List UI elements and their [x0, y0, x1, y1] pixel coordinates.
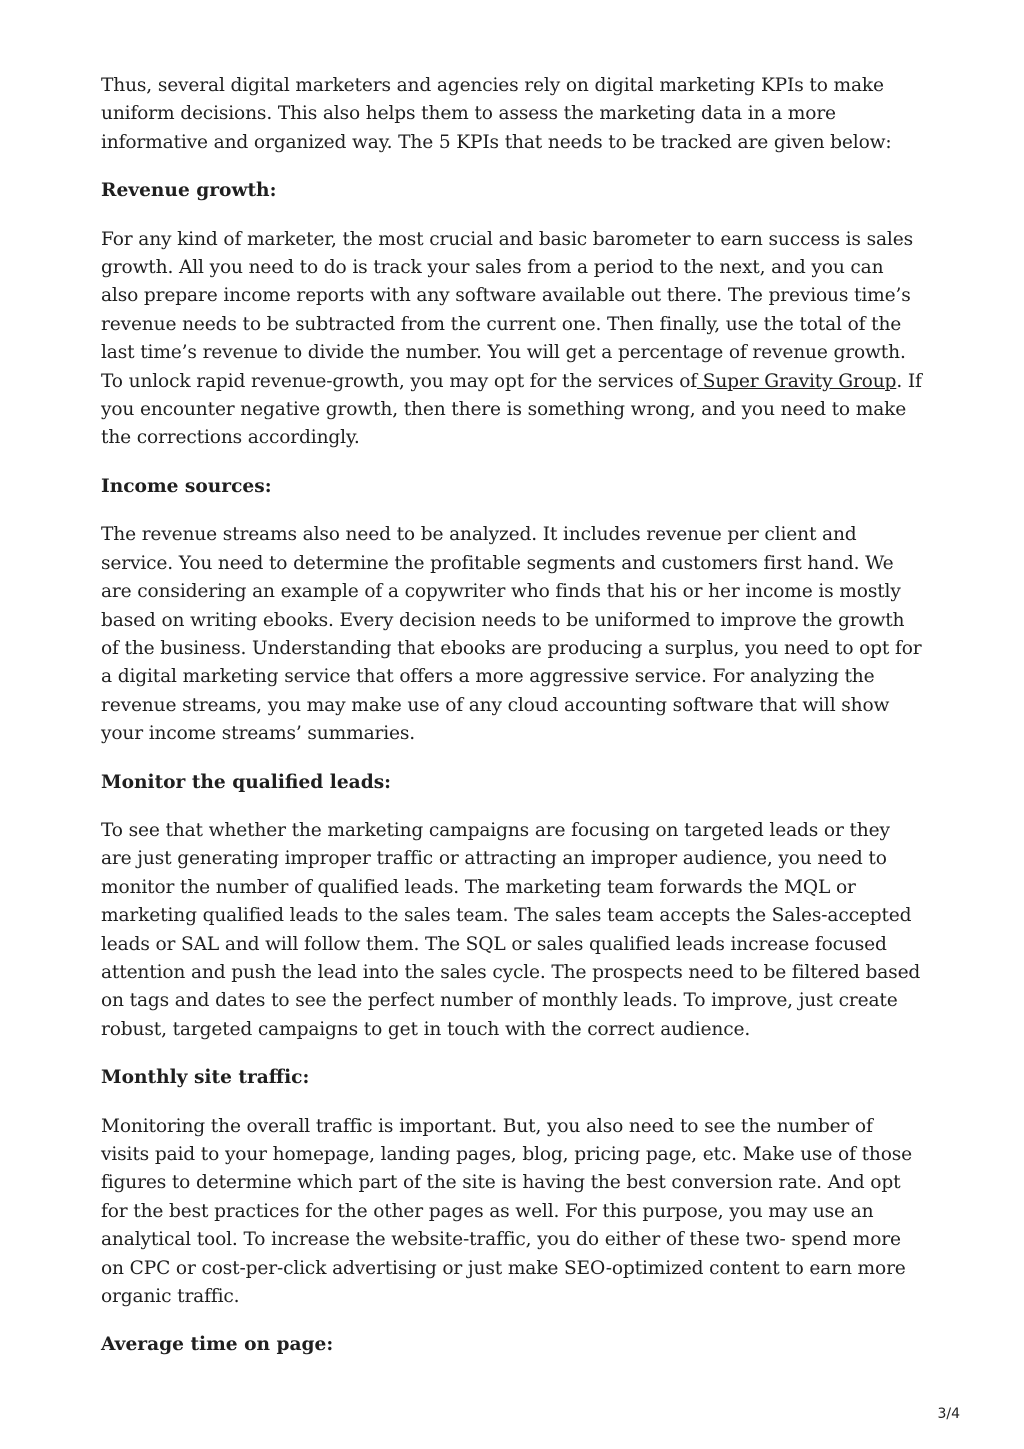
site-traffic-paragraph: Monitoring the overall traffic is important. But, you also need to see the number of visits paid to your homepage, landing pages, blog, pricing page, etc. Make use of those figures to determine which part of the site is having the best conversion rate. And opt for the best practices for the other pages as well. For this purpose, you may use an analytical tool. To increase the website-traffic, you do either of these two- spend more on CPC or cost-per-click advertising or just make SEO-optimized content to earn more organic traffic. [101, 1115, 913, 1308]
intro-paragraph: Thus, several digital marketers and agencies rely on digital marketing KPIs to make uniform decisions. This also helps them to assess the marketing data in a more informative and organized way. The 5 KPIs that needs to be tracked are given below: [101, 75, 892, 153]
revenue-growth-heading: Revenue growth: [101, 180, 277, 202]
revenue-growth-text-end: . If you encounter negative growth, then there is something wrong, and you need to make the corrections accordingly. [101, 370, 922, 449]
income-sources-heading: Income sources: [101, 475, 272, 497]
time-on-page-heading: Average time on page: [101, 1334, 334, 1356]
page-number: 3/4 [937, 1406, 960, 1422]
income-sources-paragraph: The revenue streams also need to be analyzed. It includes revenue per client and service. You need to determine the profitable segments and customers first hand. We are considering an example of a copywriter who finds that his or her income is mostly based on writing ebooks. Every decision needs to be uniformed to improve the growth of the business. Understanding that ebooks are producing a surplus, you need to opt for a digital marketing service that offers a more aggressive service. For analyzing the revenue streams, you may make use of any cloud accounting software that will show your income streams’ summaries. [101, 524, 922, 745]
document-page [101, 72, 925, 1380]
revenue-growth-text: For any kind of marketer, the most crucial and basic barometer to earn success is sales growth. All you need to do is track your sales from a period to the next, and you can also prepare income reports with any software available out there. The previous time’s revenue needs to be subtracted from the current one. Then finally, use the total of the last time’s revenue to divide the number. You will get a percentage of revenue growth. To unlock rapid revenue-growth, you may opt for the services of [101, 228, 913, 392]
qualified-leads-paragraph: To see that whether the marketing campaigns are focusing on targeted leads or they are just generating improper traffic or attracting an improper audience, you need to monitor the number of qualified leads. The marketing team forwards the MQL or marketing qualified leads to the sales team. The sales team accepts the Sales-accepted leads or SAL and will follow them. The SQL or sales qualified leads increase focused attention and push the lead into the sales cycle. The prospects need to be filtered based on tags and dates to see the perfect number of monthly leads. To improve, just create robust, targeted campaigns to get in touch with the correct audience. [101, 819, 921, 1040]
qualified-leads-heading: Monitor the qualified leads: [101, 771, 392, 793]
site-traffic-heading: Monthly site traffic: [101, 1067, 310, 1089]
revenue-growth-paragraph [101, 226, 925, 453]
super-gravity-group-link[interactable]: Super Gravity Group [697, 370, 897, 392]
